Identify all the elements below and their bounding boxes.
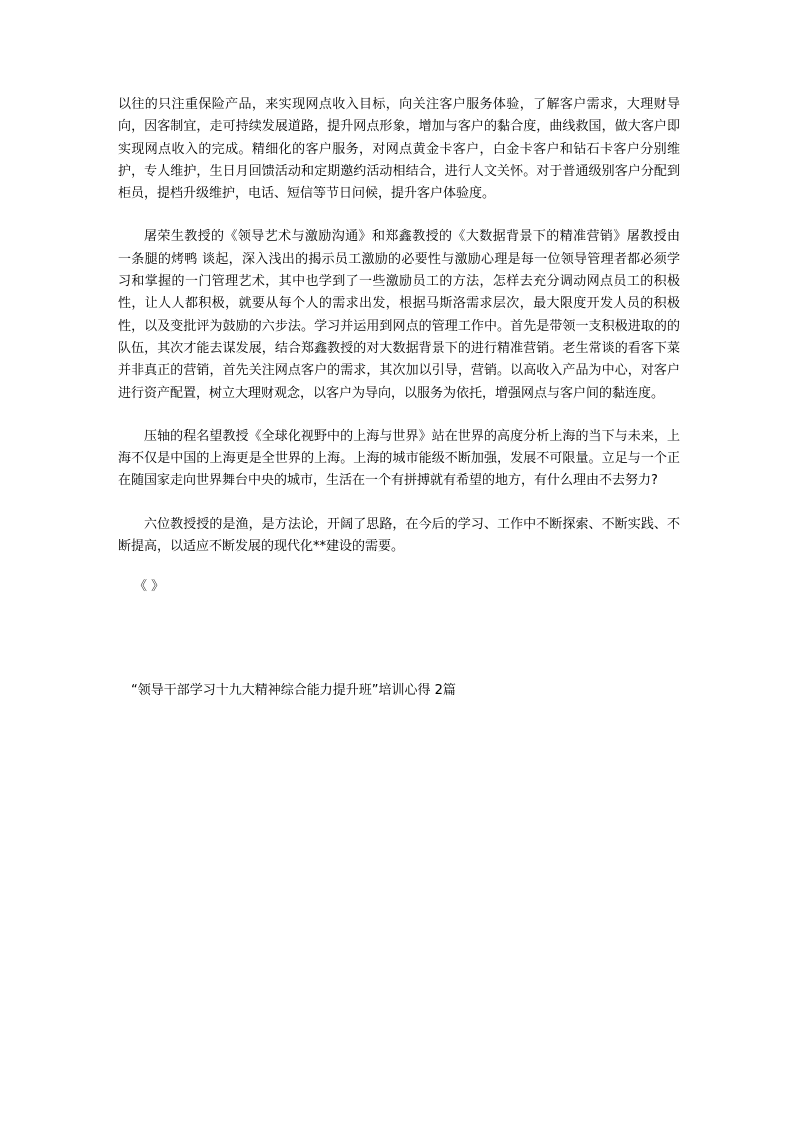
paragraph-conclusion: 六位教授授的是渔，是方法论，开阔了思路，在今后的学习、工作中不断探索、不断实践、不断提高，以适应不断发展的现代化**建设的需要。	[118, 516, 680, 555]
document-body	[118, 94, 680, 598]
paragraph-leadership-marketing: 屠荣生教授的《领导艺术与激励沟通》和郑鑫教授的《大数据背景下的精准营销》屠教授由 一条腿的烤鸭 谈起，深入浅出的揭示员工激励的必要性与激励心理是每一位领导管理者都必须学习和掌握的一门管理艺术，其中也学到了一些激励员工的方法，怎样去充分调动网点员工的积极性，让人人都积极，就要从每个人的需求出发，根据马斯洛需求层次，最大限度开发人员的积极性，以及变批评为鼓励的六步法。学习并运用到网点的管理工作中。首先是带领一支积极进取的的队伍，其次才能去谋发展，结合郑鑫教授的对大数据背景下的进行精准营销。老生常谈的看客下菜并非真正的营销，首先关注网点客户的需求，其次加以引导，营销。以高收入产品为中心，对客户进行资产配置，树立大理财观念，以客户为导向，以服务为依托，增强网点与客户间的黏连度。	[118, 229, 680, 401]
paragraph-shanghai-world: 压轴的程名望教授《全球化视野中的上海与世界》站在世界的高度分析上海的当下与未来，上海不仅是中国的上海更是全世界的上海。上海的城市能级不断加强，发展不可限量。立足与一个正在随国家走向世界舞台中央的城市，生活在一个有拼搏就有希望的地方，有什么理由不去努力?	[118, 428, 680, 489]
prev-next-nav-link[interactable]: 《 》	[134, 579, 165, 595]
next-article-title[interactable]: “领导干部学习十九大精神综合能力提升班”培训心得 2篇	[131, 683, 456, 698]
paragraph-customer-service: 以往的只注重保险产品，来实现网点收入目标，向关注客户服务体验，了解客户需求，大理财导向，因客制宜，走可持续发展道路，提升网点形象，增加与客户的黏合度，曲线救国，做大客户即实现网点收入的完成。精细化的客户服务，对网点黄金卡客户，白金卡客户和钻石卡客户分别维护，专人维护，生日月回馈活动和定期邀约活动相结合，进行人文关怀。对于普通级别客户分配到柜员，提档升级维护，电话、短信等节日问候，提升客户体验度。	[118, 97, 680, 202]
